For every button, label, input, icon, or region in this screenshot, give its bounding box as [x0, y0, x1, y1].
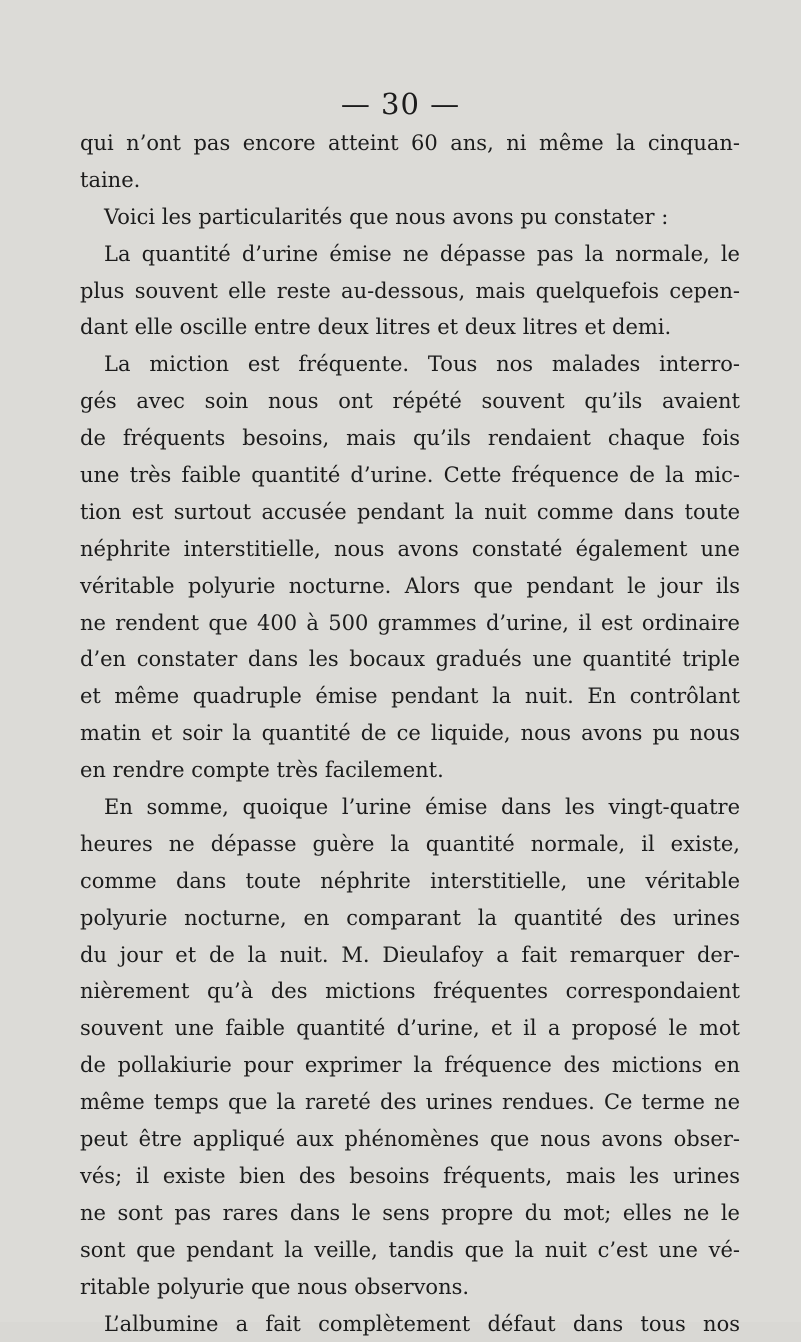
text-line: sont que pendant la veille, tandis que la nuit c’est une vé-	[80, 1232, 740, 1269]
text-line: qui n’ont pas encore atteint 60 ans, ni même la cinquan-	[80, 125, 740, 162]
text-line: vés; il existe bien des besoins fréquents, mais les urines	[80, 1158, 740, 1195]
text-line: heures ne dépasse guère la quantité normale, il existe,	[80, 826, 740, 863]
text-line: La quantité d’urine émise ne dépasse pas la normale, le	[80, 236, 740, 273]
text-line: La miction est fréquente. Tous nos malades interro-	[80, 346, 740, 383]
text-line: En somme, quoique l’urine émise dans les vingt-quatre	[80, 789, 740, 826]
text-line: polyurie nocturne, en comparant la quantité des urines	[80, 900, 740, 937]
text-line: peut être appliqué aux phénomènes que nous avons obser-	[80, 1121, 740, 1158]
body-text	[80, 125, 740, 1342]
text-line: Voici les particularités que nous avons pu constater :	[80, 199, 740, 236]
text-line: d’en constater dans les bocaux gradués une quantité triple	[80, 641, 740, 678]
text-line: ne sont pas rares dans le sens propre du mot; elles ne le	[80, 1195, 740, 1232]
text-line: néphrite interstitielle, nous avons constaté également une	[80, 531, 740, 568]
text-line: et même quadruple émise pendant la nuit. En contrôlant	[80, 678, 740, 715]
text-line: gés avec soin nous ont répété souvent qu’ils avaient	[80, 383, 740, 420]
text-line: matin et soir la quantité de ce liquide, nous avons pu nous	[80, 715, 740, 752]
text-line: L’albumine a fait complètement défaut dans tous nos	[80, 1306, 740, 1342]
text-line: ne rendent que 400 à 500 grammes d’urine, il est ordinaire	[80, 605, 740, 642]
text-line: de fréquents besoins, mais qu’ils rendaient chaque fois	[80, 420, 740, 457]
text-line: nièrement qu’à des mictions fréquentes correspondaient	[80, 973, 740, 1010]
text-line: même temps que la rareté des urines rendues. Ce terme ne	[80, 1084, 740, 1121]
page-number: — 30 —	[0, 84, 801, 124]
text-line: taine.	[80, 162, 740, 199]
text-line: comme dans toute néphrite interstitielle, une véritable	[80, 863, 740, 900]
text-line: tion est surtout accusée pendant la nuit comme dans toute	[80, 494, 740, 531]
text-line: souvent une faible quantité d’urine, et il a proposé le mot	[80, 1010, 740, 1047]
text-line: une très faible quantité d’urine. Cette fréquence de la mic-	[80, 457, 740, 494]
text-line: en rendre compte très facilement.	[80, 752, 740, 789]
text-line: ritable polyurie que nous observons.	[80, 1269, 740, 1306]
text-line: du jour et de la nuit. M. Dieulafoy a fait remarquer der-	[80, 937, 740, 974]
text-line: plus souvent elle reste au-dessous, mais quelquefois cepen-	[80, 273, 740, 310]
text-line: de pollakiurie pour exprimer la fréquence des mictions en	[80, 1047, 740, 1084]
text-line: dant elle oscille entre deux litres et deux litres et demi.	[80, 309, 740, 346]
text-line: véritable polyurie nocturne. Alors que pendant le jour ils	[80, 568, 740, 605]
